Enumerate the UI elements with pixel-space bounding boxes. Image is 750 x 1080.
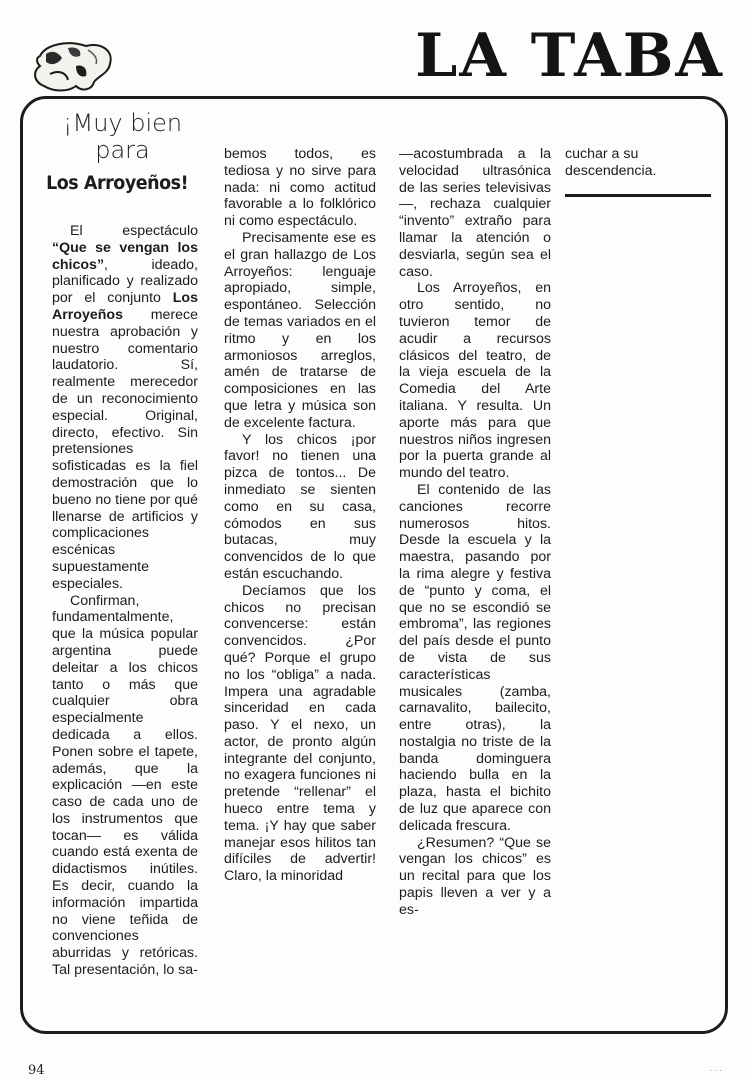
text-run: Confirman, fundamentalmente, que la música popular argentina puede deleitar a los chicos tanto o más que cualquier obra especialmente dedicada a ellos. Ponen sobre el tapete, además, que la explicación —en este caso de cada uno de los instrumentos que tocan— es válida cuando está exenta de didactismos inútiles. Es decir, cuando la información impartida no viene teñida de convenciones aburridas y retóricas. Tal presentación, lo sa- <box>52 592 198 979</box>
text-run: Y los chicos ¡por favor! no tienen una pizca de tontos... De inmediato se sienten como en su casa, cómodos en sus butacas, muy convencidos de lo que están escuchando. <box>224 431 376 582</box>
article-paragraph <box>52 223 198 593</box>
text-run: Precisamente ese es el gran hallazgo de Los Arroyeños: lenguaje apropiado, simple, espontáneo. Selección de temas variados en el ritmo y en los armoniosos arreglos, amén de tratarse de composiciones en las que letra y música son de excelente factura. <box>224 229 376 431</box>
text-run: El espectáculo <box>70 223 198 239</box>
article-paragraph <box>224 432 376 583</box>
bold-text-run: “Que se vengan los chicos” <box>52 239 198 273</box>
text-run: Decíamos que los chicos no precisan convencerse: están convencidos. ¿Por qué? Porque el grupo no los “obliga” a nada. Impera una agradable sinceridad en cada paso. Y el nexo, un actor, de pronto algún integrante del conjunto, no exagera funciones ni pretende “rellenar” el hueco entre tema y tema. ¡Y hay que saber manejar esos hilitos tan difíciles de advertir! Claro, la minoridad <box>224 582 376 885</box>
article-paragraph <box>399 835 551 919</box>
text-run: El contenido de las canciones recorre numerosos hitos. Desde la escuela y la maestra, pasando por la rima alegre y festiva de “punto y coma, el que no se escondió se embroma”, las regiones del país desde el punto de vista de sus características musicales (zamba, carnavalito, bailecito, entre otras), la nostalgia no triste de la banda dominguera haciendo bulla en la plaza, hasta el bichito de luz que aparece con delicada frescura. <box>399 481 551 834</box>
article-kicker: ¡Muy bien para <box>62 109 183 164</box>
article-paragraph <box>565 146 713 180</box>
article-column-2 <box>224 146 376 885</box>
article-paragraph <box>399 146 551 280</box>
section-title: LA TABA <box>415 21 724 91</box>
end-of-article-rule <box>565 194 711 197</box>
text-run: merece nuestra aprobación y nuestro comentario laudatorio. Sí, realmente merecedor de un reconocimiento especial. Original, directo, efectivo. Sin pretensiones sofisticadas es la fiel demostración que lo bueno no tiene por qué llenarse de artificios y complicaciones escénicas supuestamente especiales. <box>52 306 198 592</box>
text-run: cuchar a su descendencia. <box>565 146 657 179</box>
article-paragraph <box>224 583 376 885</box>
text-run: —acostumbrada a la velocidad ultrasónica de las series televisivas—, rechaza cualquier “invento” extraño para llamar la atención o desviarla, según sea el caso. <box>399 146 551 280</box>
text-run: ¿Resumen? “Que se vengan los chicos” es un recital para que los papis lleven a ver y a es- <box>399 834 551 918</box>
article-paragraph <box>224 230 376 432</box>
page-number: 94 <box>28 1063 45 1078</box>
article-column-3 <box>399 146 551 919</box>
article-paragraph <box>399 280 551 482</box>
bold-text-run: Los Arroyeños <box>52 290 198 323</box>
article-column-4 <box>565 146 713 180</box>
text-run: Los Arroyeños, en otro sentido, no tuvieron temor de acudir a recursos clásicos del teatro, de la vieja escuela de la Comedia del Arte italiana. Y resulta. Un aporte más para que nuestros niños ingresen por la puerta grande al mundo del teatro. <box>399 280 551 482</box>
article-paragraph <box>52 593 198 979</box>
text-run: bemos todos, es tediosa y no sirve para nada: ni como actitud favorable a lo folklórico ni como espectáculo. <box>224 146 376 230</box>
article-paragraph <box>224 146 376 230</box>
text-run: , ideado, planificado y realizado por el conjunto <box>52 256 198 307</box>
article-paragraph <box>399 482 551 835</box>
taba-bone-icon <box>28 36 118 94</box>
print-marks: · · · <box>709 1066 722 1075</box>
article-column-1 <box>52 223 198 979</box>
article-headline: Los Arroyeños! <box>46 172 189 194</box>
